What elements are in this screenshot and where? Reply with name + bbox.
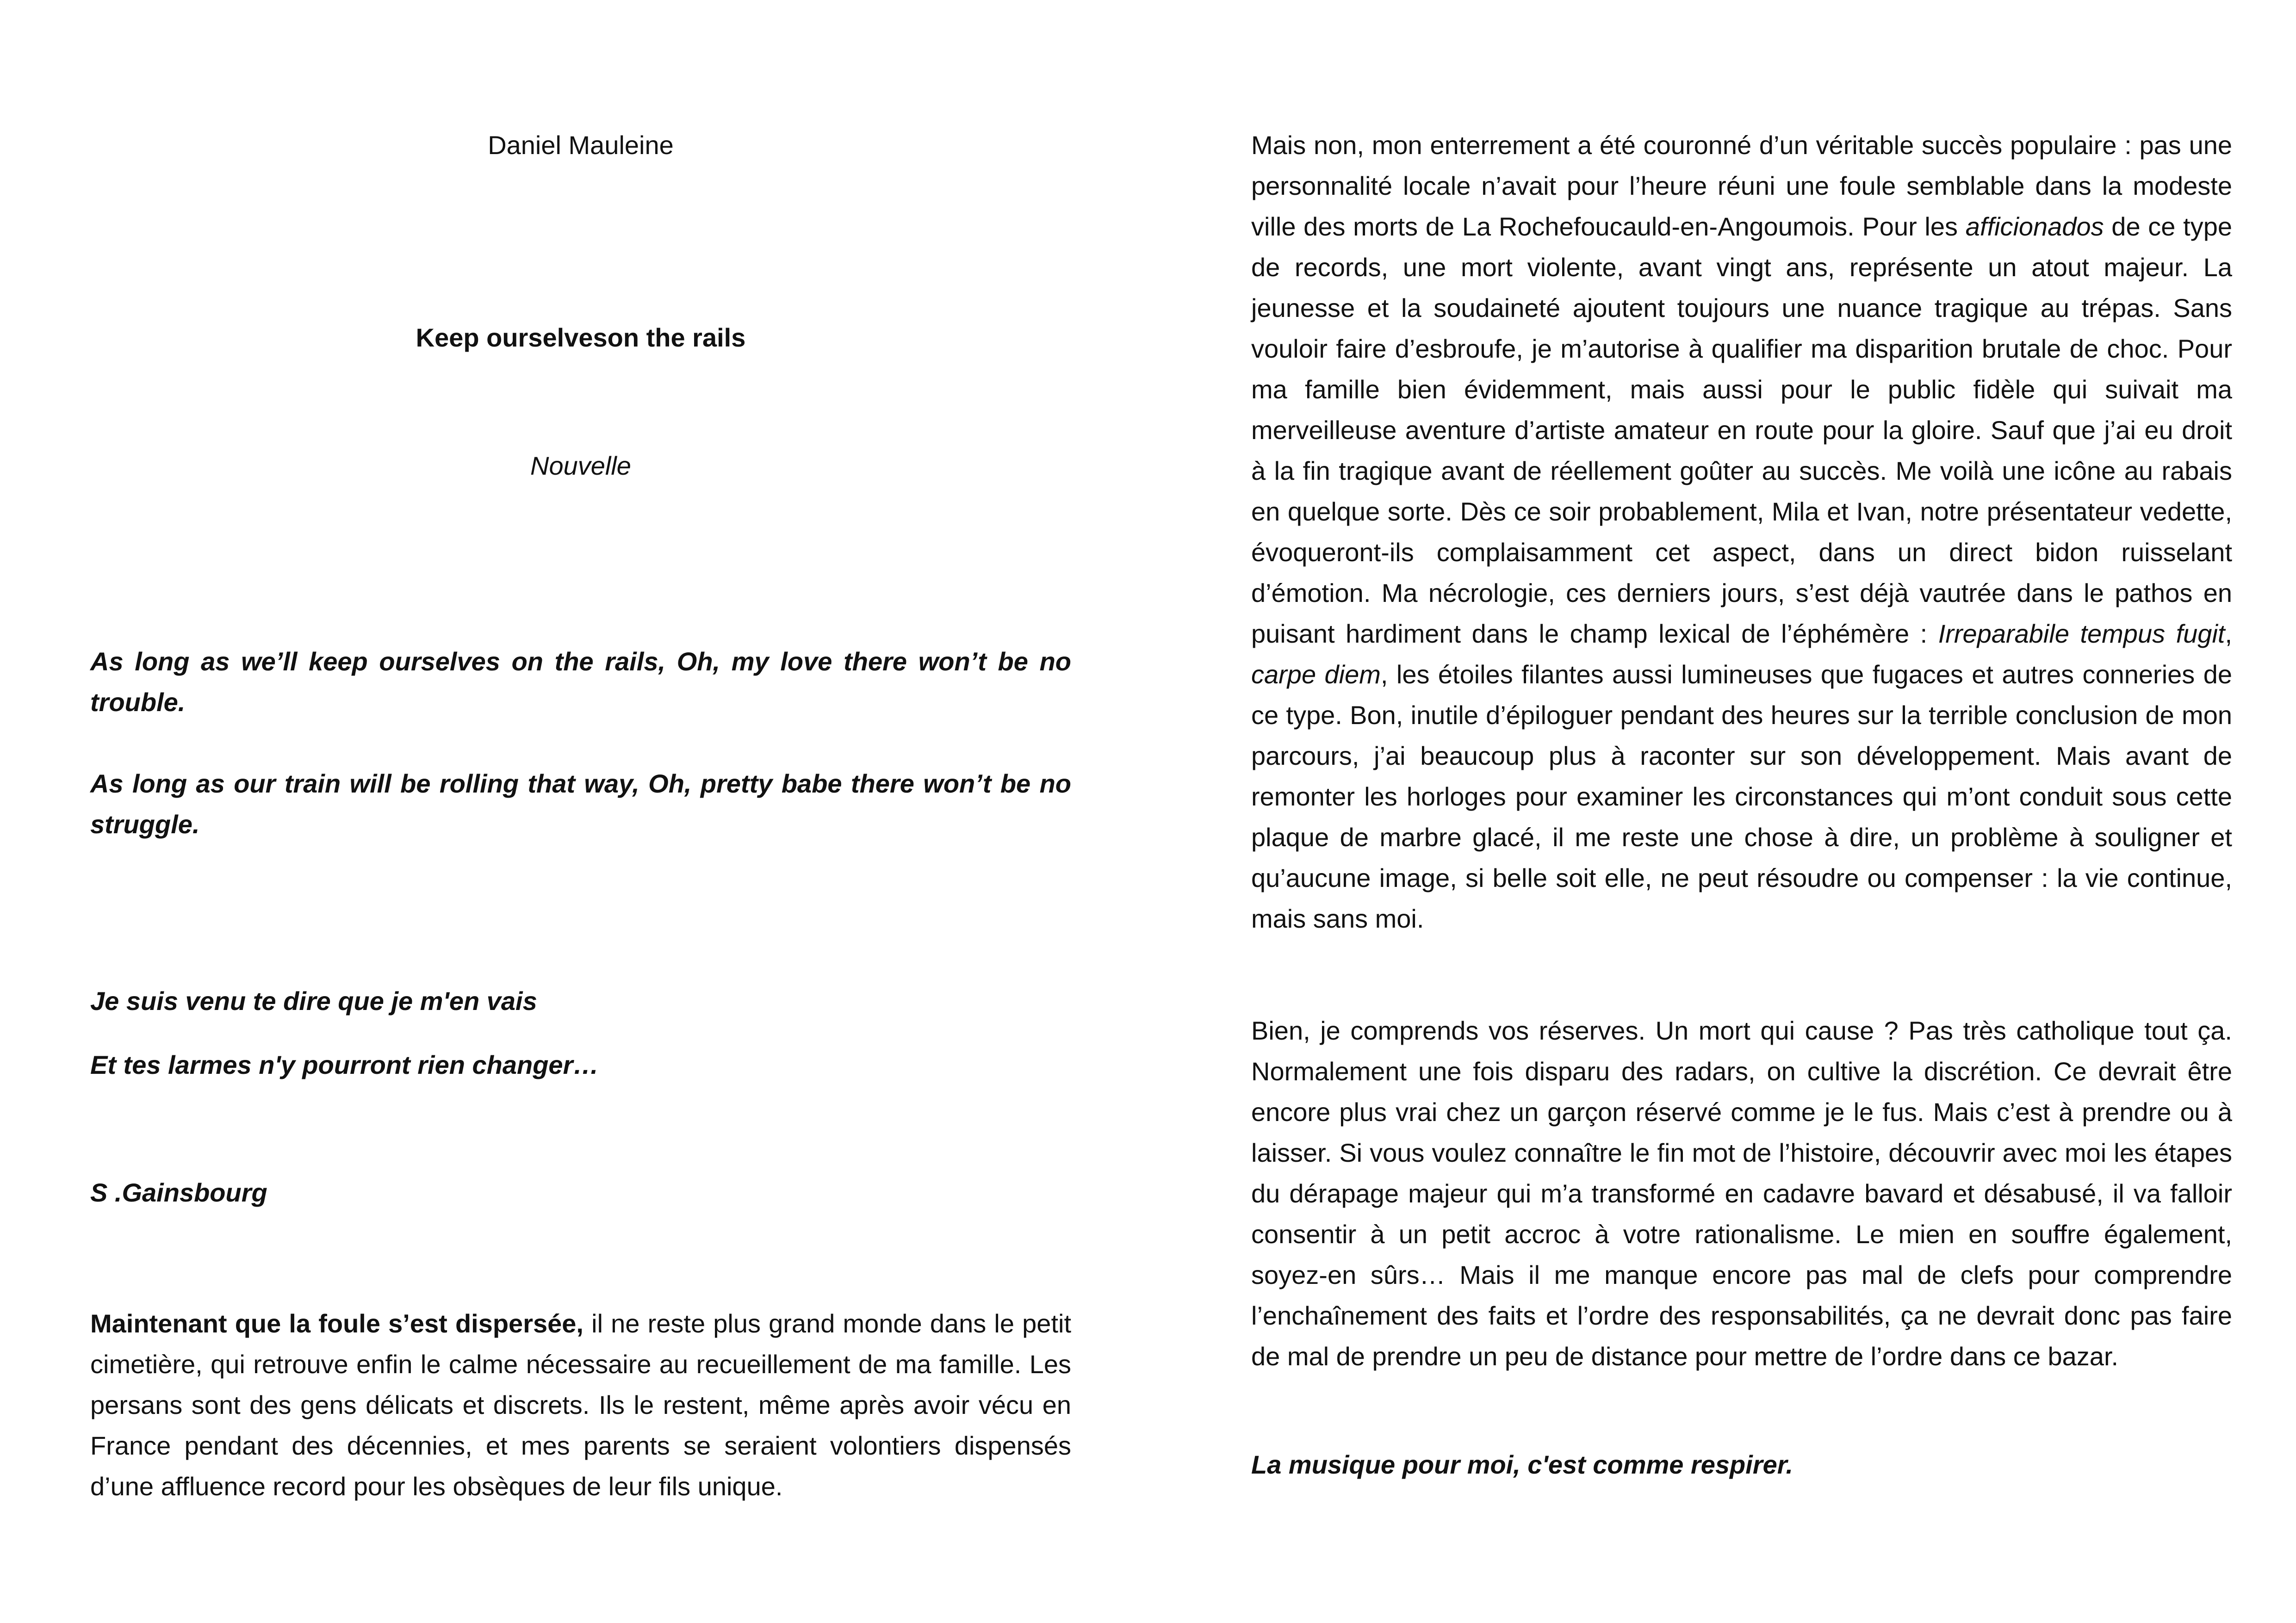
epigraph-1-line-1: As long as we’ll keep ourselves on the rails, Oh, my love there won’t be no trouble.: [90, 647, 1071, 717]
opening-paragraph: [90, 1303, 1071, 1507]
author-name: Daniel Mauleine: [488, 130, 674, 160]
body-paragraph-2: Bien, je comprends vos réserves. Un mort qui cause ? Pas très catholique tout ça. Normalement une fois disparu des radars, on cultive la discrétion. Ce devrait être encore plus vrai chez un garçon réservé comme je le fus. Mais c’est à prendre ou à laisser. Si vous voulez connaître le fin mot de l’histoire, découvrir avec moi les étapes du dérapage majeur qui m’a transformé en cadavre bavard et désabusé, il va falloir consentir à un petit accroc à votre rationalisme. Le mien en souffre également, soyez-en sûrs… Mais il me manque encore pas mal de clefs pour comprendre l’enchaînement des faits et l’ordre des responsabilités, ça ne devrait donc pas faire de mal de prendre un peu de distance pour mettre de l’ordre dans ce bazar.: [1251, 1016, 2232, 1371]
epigraph-2-line-2: Et tes larmes n'y pourront rien changer…: [90, 1050, 599, 1079]
genre-label: Nouvelle: [530, 451, 631, 480]
paragraph-1-text-part-1: Mais non, mon enterrement a été couronné d’un véritable succès populaire : pas une personnalité locale n’avait pour l’heure réuni une foule semblable dans la modeste ville des morts de La Rochefoucauld-en-Angoumois. Pour les: [1251, 130, 2232, 241]
paragraph-1-italic-latin-quote: Irreparabile tempus fugit: [1938, 619, 2225, 648]
epigraph-2-line-1: Je suis venu te dire que je m'en vais: [90, 986, 537, 1016]
body-paragraph-1: [1251, 125, 2232, 939]
paragraph-1-text-part-4: , les étoiles filantes aussi lumineuses que fugaces et autres conneries de ce type. Bon, inutile d’épiloguer pendant des heures sur la terrible conclusion de mon parcours, j’ai beaucoup plus à raconter sur son développement. Mais avant de remonter les horloges pour examiner les circonstances qui m’ont conduit sous cette plaque de marbre glacé, il me reste une chose à dire, un problème à souligner et qu’aucune image, si belle soit elle, ne peut résoudre ou compenser : la vie continue, mais sans moi.: [1251, 660, 2232, 933]
paragraph-1-italic-afficionados: afficionados: [1965, 212, 2104, 241]
paragraph-1-text-part-2: de ce type de records, une mort violente, avant vingt ans, représente un atout majeur. La jeunesse et la soudaineté ajoutent toujours une nuance tragique au trépas. Sans vouloir faire d’esbroufe, je m’autorise à qualifier ma disparition brutale de choc. Pour ma famille bien évidemment, mais aussi pour le public fidèle qui suivait ma merveilleuse aventure d’artiste amateur en route pour la gloire. Sauf que j’ai eu droit à la fin tragique avant de réellement goûter au succès. Me voilà une icône au rabais en quelque sorte. Dès ce soir probablement, Mila et Ivan, notre présentateur vedette, évoqueront-ils complaisamment cet aspect, dans un direct bidon ruisselant d’émotion. Ma nécrologie, ces derniers jours, s’est déjà vautrée dans le pathos en puisant hardiment dans le champ lexical de l’éphémère :: [1251, 212, 2232, 648]
epigraph-1-line-2: As long as our train will be rolling that way, Oh, pretty babe there won’t be no struggle.: [90, 769, 1071, 839]
opening-body-text: il ne reste plus grand monde dans le petit cimetière, qui retrouve enfin le calme nécessaire au recueillement de ma famille. Les persans sont des gens délicats et discrets. Ils le restent, même après avoir vécu en France pendant des décennies, et mes parents se seraient volontiers dispensés d’une affluence record pour les obsèques de leur fils unique.: [90, 1309, 1071, 1501]
paragraph-1-italic-carpe-diem: carpe diem: [1251, 660, 1381, 689]
paragraph-1-text-part-3: ,: [2225, 619, 2233, 648]
opening-lead-text: Maintenant que la foule s’est dispersée,: [90, 1309, 583, 1338]
section-heading: La musique pour moi, c'est comme respirer.: [1251, 1450, 1793, 1479]
story-title: Keep ourselveson the rails: [416, 323, 746, 352]
epigraph-2-attribution: S .Gainsbourg: [90, 1178, 267, 1207]
